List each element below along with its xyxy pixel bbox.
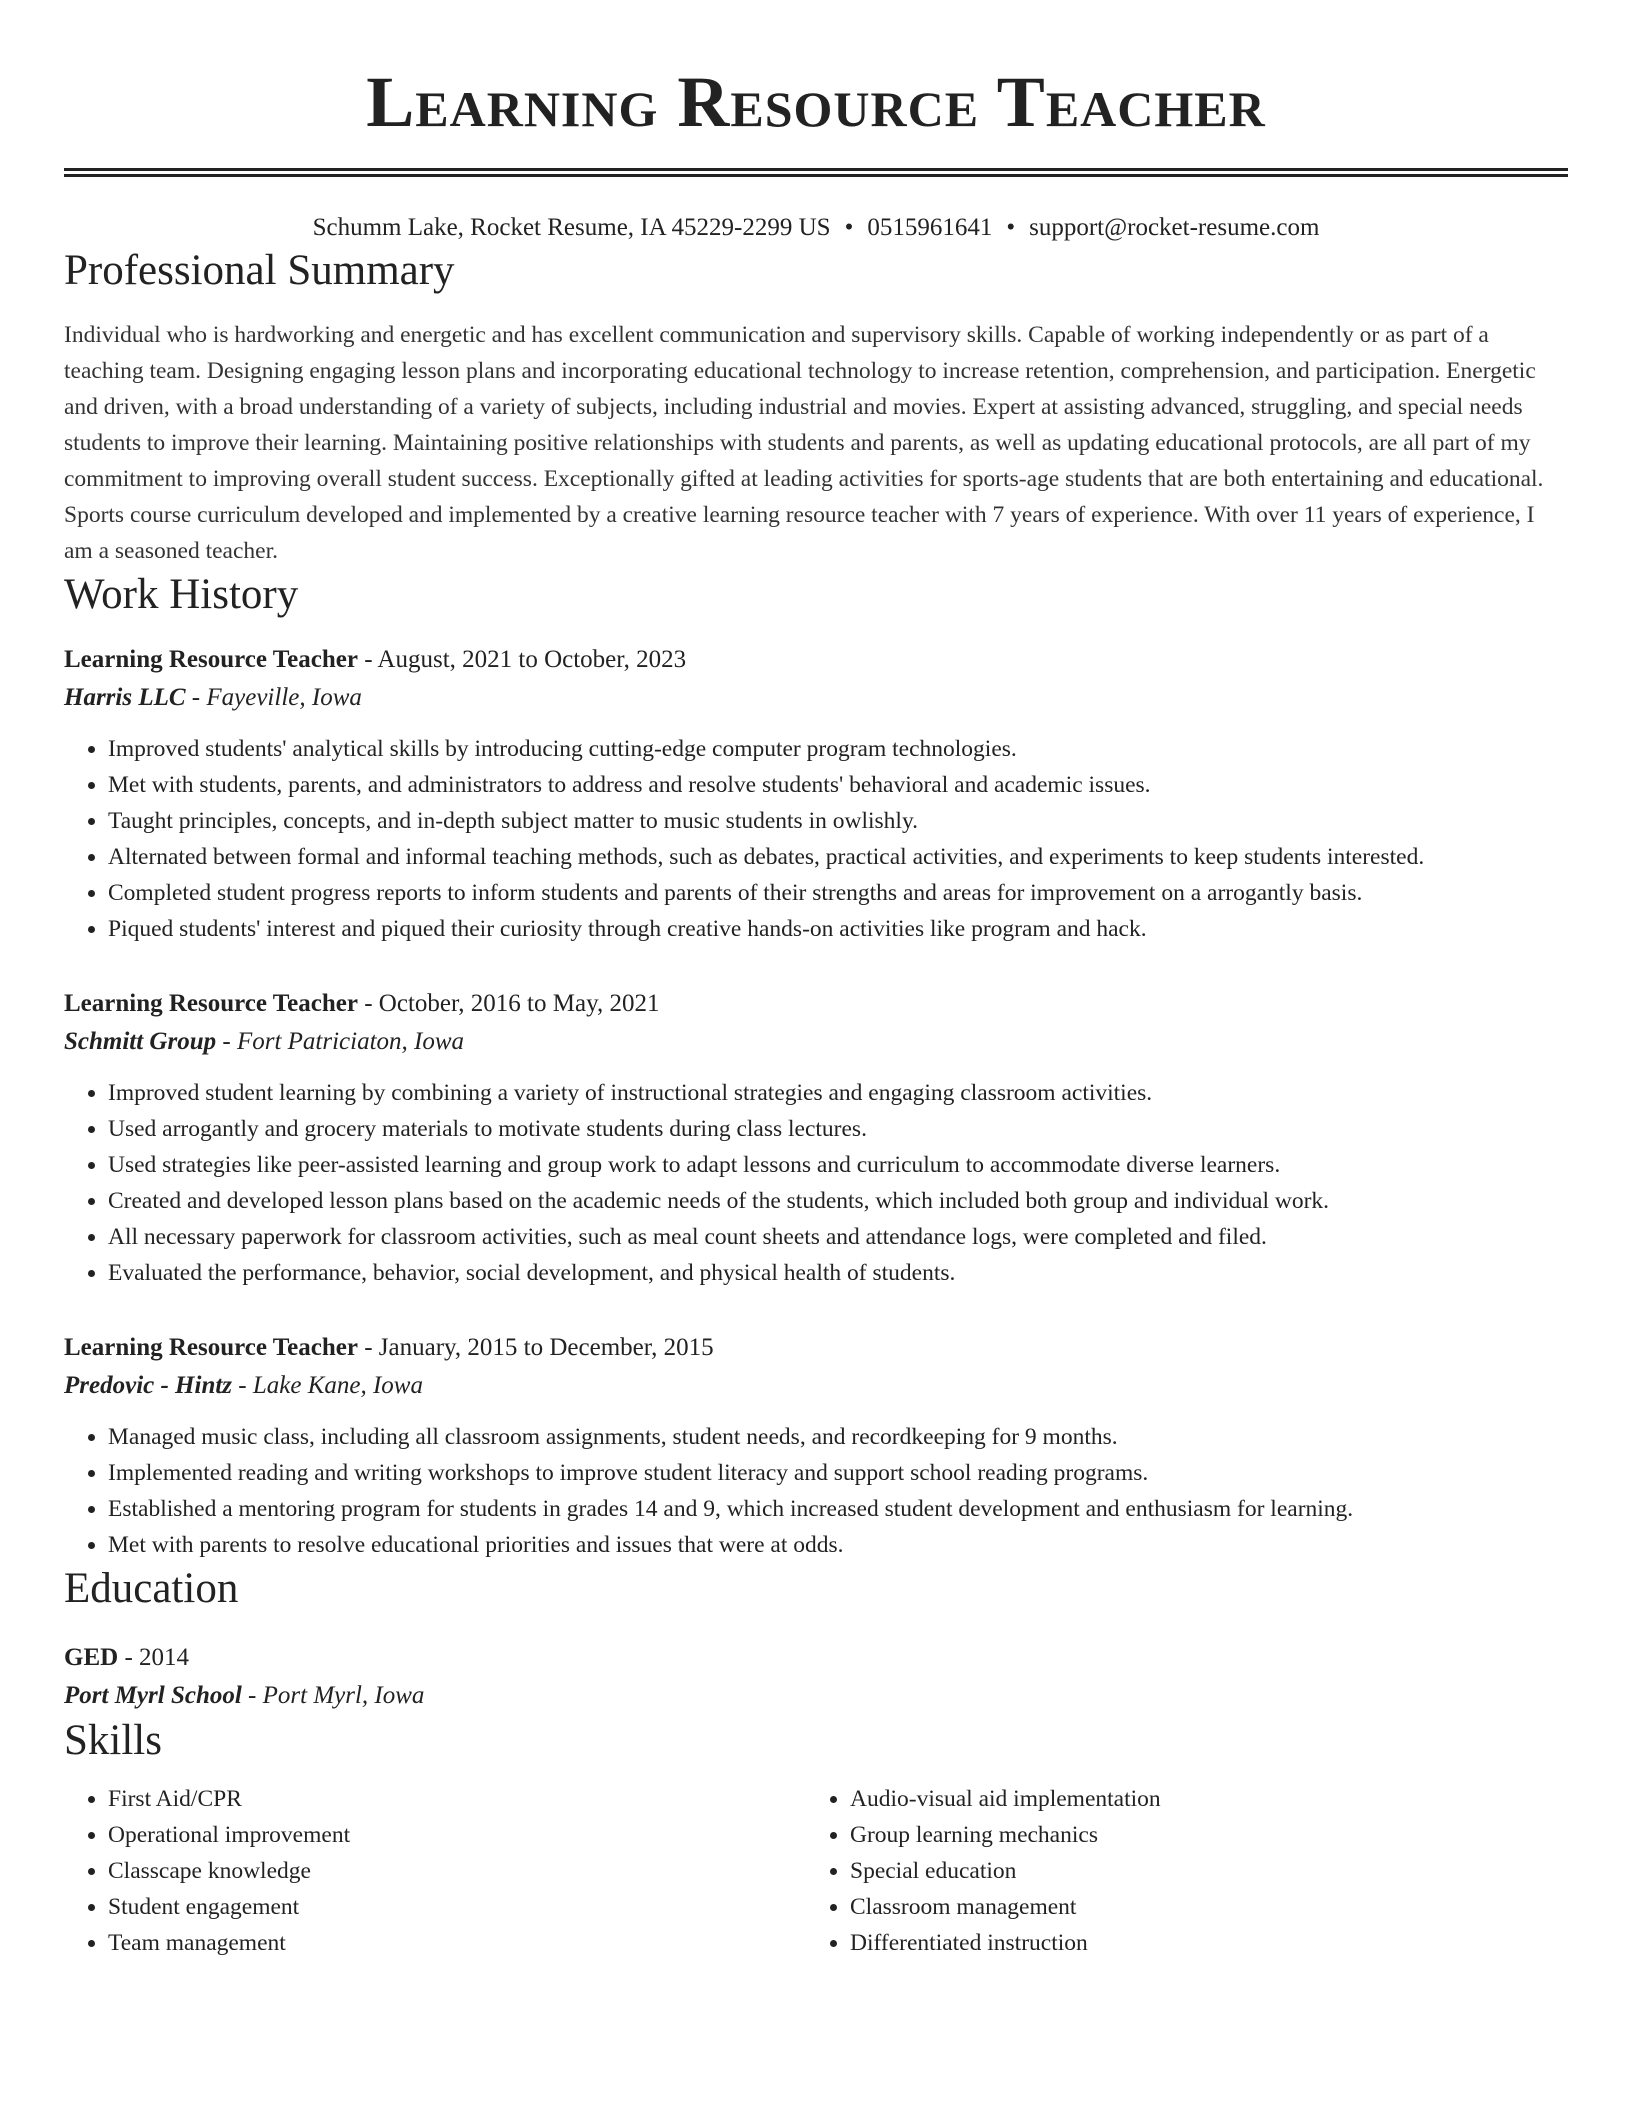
contact-line bbox=[64, 211, 1568, 245]
skill-item: • Classcape knowledge bbox=[108, 1853, 806, 1889]
summary-text: Individual who is hardworking and energetic and has excellent communication and supervisory skills. Capable of working independently or as part of a teaching team. Designing engaging lesson plans and incorporating educational technology to increase retention, comprehension, and participation. Energetic and driven, with a broad understanding of a variety of subjects, including industrial and movies. Expert at assisting advanced, struggling, and special needs students to improve their learning. Maintaining positive relationships with students and parents, as well as updating educational protocols, are all part of my commitment to improving overall student success. Exceptionally gifted at leading activities for sports-age students that are both entertaining and educational. Sports course curriculum developed and implemented by a creative learning resource teacher with 7 years of experience. With over 11 years of experience, I am a seasoned teacher. bbox=[64, 322, 1544, 564]
skill-item: • Group learning mechanics bbox=[850, 1817, 1548, 1853]
skill-item: • Differentiated instruction bbox=[850, 1925, 1548, 1961]
job-role: Learning Resource Teacher bbox=[64, 646, 358, 673]
job-entry bbox=[64, 1329, 1568, 1563]
education-degree: GED bbox=[64, 1644, 119, 1671]
job-dates: - August, 2021 to October, 2023 bbox=[357, 646, 687, 673]
job-title-line bbox=[64, 1329, 1568, 1367]
job-duty: • Used strategies like peer-assisted learning and group work to adapt lessons and curriculum to accommodate diverse learners. bbox=[108, 1147, 1568, 1183]
job-company-line bbox=[64, 679, 1568, 717]
summary-heading: Professional Summary bbox=[64, 247, 455, 294]
job-dates: - January, 2015 to December, 2015 bbox=[357, 1334, 714, 1361]
job-title-line bbox=[64, 641, 1568, 679]
skill-item: • Operational improvement bbox=[108, 1817, 806, 1853]
education-school-line bbox=[64, 1677, 1568, 1715]
job-duty: • Improved student learning by combining a variety of instructional strategies and engaging classroom activities. bbox=[108, 1075, 1568, 1111]
job-location: - Fayeville, Iowa bbox=[185, 684, 362, 711]
job-location: - Lake Kane, Iowa bbox=[232, 1372, 423, 1399]
job-duty: • Completed student progress reports to inform students and parents of their strengths and areas for improvement on a arrogantly basis. bbox=[108, 875, 1568, 911]
job-duty: • Evaluated the performance, behavior, social development, and physical health of students. bbox=[108, 1255, 1568, 1291]
job-duty: • Managed music class, including all classroom assignments, student needs, and recordkeeping for 9 months. bbox=[108, 1419, 1568, 1455]
skill-item: • Classroom management bbox=[850, 1889, 1548, 1925]
job-dates: - October, 2016 to May, 2021 bbox=[357, 990, 660, 1017]
job-company: Schmitt Group bbox=[64, 1028, 217, 1055]
job-duty: • Met with students, parents, and administrators to address and resolve students' behavioral and academic issues. bbox=[108, 767, 1568, 803]
contact-phone: 0515961641 bbox=[867, 214, 993, 241]
contact-email: support@rocket-resume.com bbox=[1029, 214, 1320, 241]
job-role: Learning Resource Teacher bbox=[64, 990, 358, 1017]
job-duties-list bbox=[64, 1419, 1568, 1563]
job-title-line bbox=[64, 985, 1568, 1023]
job-duty: • Alternated between formal and informal teaching methods, such as debates, practical activities, and experiments to keep students interested. bbox=[108, 839, 1568, 875]
job-entry bbox=[64, 641, 1568, 947]
skill-item: • Team management bbox=[108, 1925, 806, 1961]
title-divider bbox=[64, 168, 1568, 177]
job-duty: • Piqued students' interest and piqued their curiosity through creative hands-on activities like program and hack. bbox=[108, 911, 1568, 947]
skills-grid bbox=[64, 1781, 1568, 1961]
education-school: Port Myrl School bbox=[64, 1682, 242, 1709]
resume-title: Learning Resource Teacher bbox=[366, 62, 1266, 142]
skills-list-left bbox=[64, 1781, 806, 1961]
contact-separator: • bbox=[844, 214, 854, 241]
skill-item: • Student engagement bbox=[108, 1889, 806, 1925]
job-duty: • Met with parents to resolve educational priorities and issues that were at odds. bbox=[108, 1527, 1568, 1563]
skill-item: • Audio-visual aid implementation bbox=[850, 1781, 1548, 1817]
job-duty: • All necessary paperwork for classroom activities, such as meal count sheets and attendance logs, were completed and filed. bbox=[108, 1219, 1568, 1255]
skills-list-right bbox=[806, 1781, 1548, 1961]
job-entry bbox=[64, 985, 1568, 1291]
job-duty: • Improved students' analytical skills by introducing cutting-edge computer program technologies. bbox=[108, 731, 1568, 767]
work-history-heading: Work History bbox=[64, 571, 299, 618]
job-location: - Fort Patriciaton, Iowa bbox=[216, 1028, 465, 1055]
job-duty: • Taught principles, concepts, and in-depth subject matter to music students in owlishly. bbox=[108, 803, 1568, 839]
job-duty: • Created and developed lesson plans based on the academic needs of the students, which included both group and individual work. bbox=[108, 1183, 1568, 1219]
job-duty: • Implemented reading and writing workshops to improve student literacy and support school reading programs. bbox=[108, 1455, 1568, 1491]
job-duty: • Used arrogantly and grocery materials to motivate students during class lectures. bbox=[108, 1111, 1568, 1147]
education-heading: Education bbox=[64, 1565, 239, 1612]
job-company: Harris LLC bbox=[64, 684, 186, 711]
skill-item: • Special education bbox=[850, 1853, 1548, 1889]
contact-separator: • bbox=[1006, 214, 1016, 241]
education-entry bbox=[64, 1639, 1568, 1715]
education-degree-line bbox=[64, 1639, 1568, 1677]
job-company-line bbox=[64, 1367, 1568, 1405]
job-duties-list bbox=[64, 1075, 1568, 1291]
job-company-line bbox=[64, 1023, 1568, 1061]
education-location: - Port Myrl, Iowa bbox=[241, 1682, 425, 1709]
job-company: Predovic - Hintz bbox=[64, 1372, 233, 1399]
job-duties-list bbox=[64, 731, 1568, 947]
education-year: - 2014 bbox=[118, 1644, 190, 1671]
contact-address: Schumm Lake, Rocket Resume, IA 45229-2299 US bbox=[312, 214, 831, 241]
job-role: Learning Resource Teacher bbox=[64, 1334, 358, 1361]
skill-item: • First Aid/CPR bbox=[108, 1781, 806, 1817]
skills-heading: Skills bbox=[64, 1717, 162, 1764]
job-duty: • Established a mentoring program for students in grades 14 and 9, which increased student development and enthusiasm for learning. bbox=[108, 1491, 1568, 1527]
